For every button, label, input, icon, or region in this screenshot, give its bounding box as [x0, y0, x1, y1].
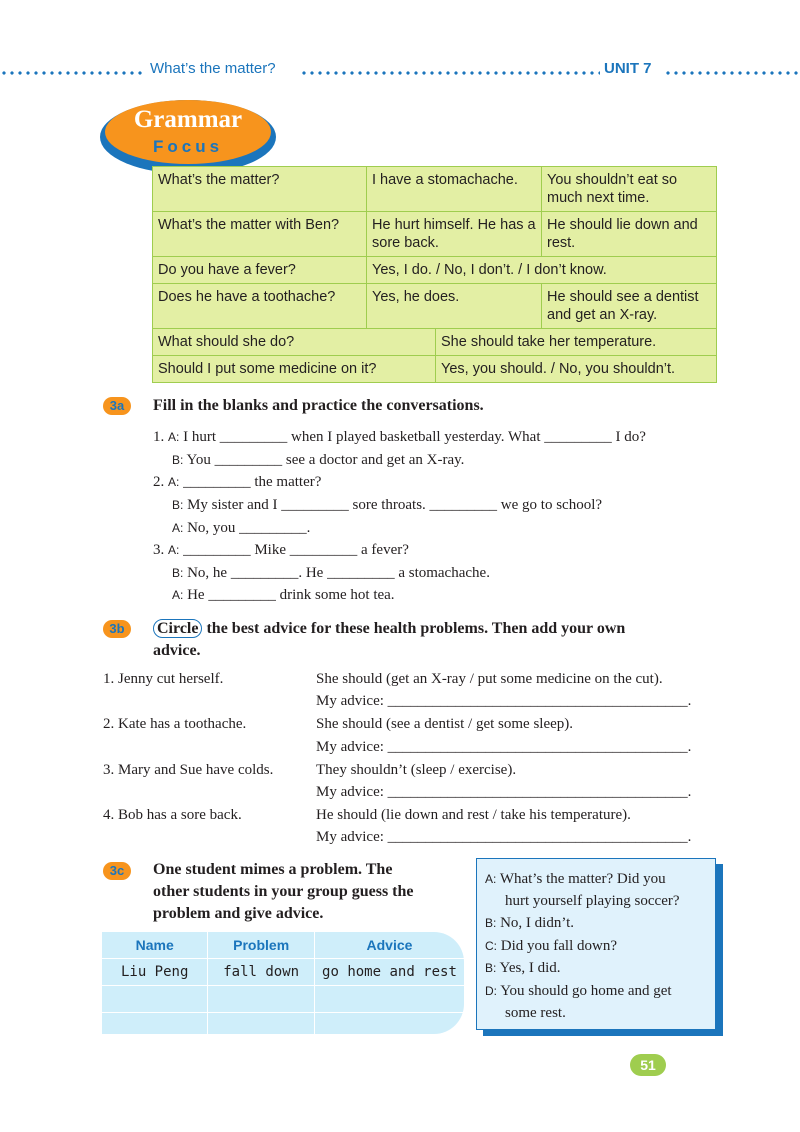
problem-text: 1. Jenny cut herself. [103, 671, 224, 687]
table-cell: You shouldn’t eat so much next time. [541, 167, 716, 211]
problem-text: 3. Mary and Sue have colds. [103, 762, 274, 778]
header-unit: UNIT 7 [604, 60, 652, 77]
section-3b-instruction [153, 618, 625, 640]
line-text: You _________ see a doctor and get an X-ray. [186, 452, 465, 468]
grammar-focus-badge [105, 100, 271, 164]
line-text: _________ Mike _________ a fever? [183, 542, 409, 558]
page-number: 51 [630, 1054, 666, 1076]
table-cell: He should lie down and rest. [541, 212, 716, 256]
table-cell: Yes, I do. / No, I don’t. / I don’t know. [366, 257, 716, 283]
table-row [153, 167, 716, 211]
speaker-label: A: [168, 430, 180, 444]
table-row [102, 986, 464, 1013]
my-advice-line: My advice: ________________________________________. [316, 739, 692, 755]
table-row [153, 355, 716, 382]
table-cell [208, 986, 315, 1013]
line-text: No, he _________. He _________ a stomachache. [187, 565, 490, 581]
exercise-line [153, 426, 646, 448]
dialogue-line [485, 868, 666, 890]
section-3a-badge: 3a [103, 397, 131, 415]
dialogue-continuation: hurt yourself playing soccer? [505, 893, 680, 909]
table-row [102, 959, 464, 986]
my-advice-line: My advice: ________________________________________. [316, 693, 692, 709]
header-title: What’s the matter? [150, 60, 276, 77]
my-advice-line: My advice: ________________________________________. [316, 829, 692, 845]
exercise-line [172, 517, 310, 539]
speaker-label: B: [485, 916, 497, 930]
exercise-line [172, 449, 464, 471]
table-cell: Should I put some medicine on it? [158, 361, 377, 377]
item-number: 1. [153, 429, 165, 445]
exercise-line [172, 494, 602, 516]
speaker-label: A: [168, 475, 180, 489]
table-row [153, 211, 716, 256]
table-cell: She should take her temperature. [435, 329, 716, 355]
section-3b-instruction-line2: advice. [153, 642, 201, 659]
line-text: Did you fall down? [500, 938, 617, 954]
exercise-line [153, 539, 409, 561]
line-text: _________ the matter? [183, 474, 322, 490]
column-header: Problem [208, 932, 315, 959]
speaker-label: B: [485, 961, 497, 975]
line-text: No, I didn’t. [500, 915, 574, 931]
grammar-badge-subtitle: Focus [152, 137, 224, 156]
table-cell [102, 1013, 208, 1040]
guess-table [102, 932, 464, 1039]
speaker-label: B: [172, 498, 184, 512]
table-cell: Yes, you should. / No, you shouldn’t. [435, 356, 716, 382]
speaker-label: B: [172, 453, 184, 467]
advice-text: He should (lie down and rest / take his temperature). [316, 807, 631, 823]
table-cell: go home and rest [314, 959, 464, 986]
section-3a-instruction: Fill in the blanks and practice the conversations. [153, 397, 484, 414]
table-cell: What’s the matter with Ben? [158, 217, 340, 233]
table-cell: He should see a dentist and get an X-ray. [541, 284, 716, 328]
speaker-label: A: [172, 521, 184, 535]
dialogue-box [476, 858, 716, 1030]
exercise-line [153, 471, 321, 493]
speaker-label: A: [168, 543, 180, 557]
speaker-label: C: [485, 939, 497, 953]
table-cell: fall down [208, 959, 315, 986]
grammar-badge-title: Grammar [133, 106, 243, 133]
section-3c-badge: 3c [103, 862, 131, 880]
dialogue-line [485, 935, 617, 957]
header-dots-mid [300, 71, 600, 75]
table-cell: Liu Peng [102, 959, 208, 986]
column-header: Advice [314, 932, 464, 959]
section-3c-instruction-3: problem and give advice. [153, 905, 324, 922]
table-cell [314, 1013, 464, 1040]
speaker-label: B: [172, 566, 184, 580]
table-cell: Do you have a fever? [158, 262, 296, 278]
line-text: No, you _________. [187, 520, 311, 536]
speaker-label: A: [172, 588, 184, 602]
section-3b-badge: 3b [103, 620, 131, 638]
table-cell: He hurt himself. He has a sore back. [366, 212, 541, 256]
header-dots-right [664, 71, 800, 75]
advice-text: She should (get an X-ray / put some medicine on the cut). [316, 671, 663, 687]
problem-text: 2. Kate has a toothache. [103, 716, 247, 732]
dialogue-continuation: some rest. [505, 1005, 566, 1021]
problem-text: 4. Bob has a sore back. [103, 807, 242, 823]
item-number: 3. [153, 542, 165, 558]
section-3c-instruction-2: other students in your group guess the [153, 883, 414, 900]
line-text: You should go home and get [500, 983, 672, 999]
table-row [102, 1013, 464, 1040]
line-text: I hurt _________ when I played basketball yesterday. What _________ I do? [183, 429, 646, 445]
table-cell: What’s the matter? [158, 172, 280, 188]
table-cell: What should she do? [158, 334, 295, 350]
my-advice-line: My advice: ________________________________________. [316, 784, 692, 800]
table-row [153, 328, 716, 355]
line-text: Yes, I did. [499, 960, 561, 976]
section-3c-instruction-1: One student mimes a problem. The [153, 861, 393, 878]
table-cell: I have a stomachache. [366, 167, 541, 211]
header-dots-left [0, 71, 146, 75]
advice-text: They shouldn’t (sleep / exercise). [316, 762, 517, 778]
dialogue-line [485, 980, 672, 1002]
line-text: He _________ drink some hot tea. [187, 587, 395, 603]
table-cell: Yes, he does. [366, 284, 541, 328]
speaker-label: D: [485, 984, 497, 998]
item-number: 2. [153, 474, 165, 490]
line-text: What’s the matter? Did you [499, 871, 666, 887]
exercise-line [172, 562, 490, 584]
table-cell [314, 986, 464, 1013]
exercise-line [172, 584, 395, 606]
line-text: My sister and I _________ sore throats. _________ we go to school? [187, 497, 603, 513]
table-row [153, 283, 716, 328]
table-cell [102, 986, 208, 1013]
column-header: Name [102, 932, 208, 959]
speaker-label: A: [485, 872, 497, 886]
table-row [153, 256, 716, 283]
grammar-table [152, 166, 717, 383]
dialogue-line [485, 957, 561, 979]
instruction-text: the best advice for these health problems. Then add your own [202, 620, 626, 637]
table-header-row [102, 932, 464, 959]
table-cell [208, 1013, 315, 1040]
table-cell: Does he have a toothache? [158, 289, 336, 305]
circle-word: Circle [153, 619, 202, 638]
advice-text: She should (see a dentist / get some sleep). [316, 716, 574, 732]
dialogue-line [485, 912, 574, 934]
